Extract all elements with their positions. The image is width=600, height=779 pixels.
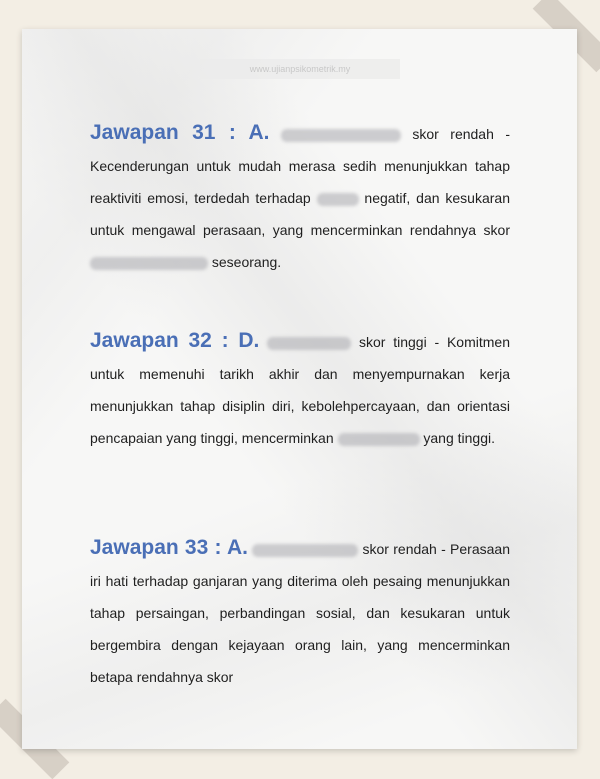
answer-text: skor rendah - Kecenderungan untuk mudah merasa sedih menunjukkan tahap reaktiviti emosi, terdedah terhadap	[90, 126, 510, 206]
answer-text: negatif, dan kesukaran untuk mengawal perasaan, yang mencerminkan rendahnya skor	[90, 190, 510, 238]
redacted-text	[267, 337, 351, 350]
answer-text: skor rendah - Perasaan iri hati terhadap ganjaran yang diterima oleh pesaing menunjukkan tahap persaingan, perbandingan sosial, dan kesukaran untuk bergembira dengan kejayaan orang lain, yang mencerminkan betapa rendahnya skor	[90, 541, 510, 685]
paper-sheet	[22, 29, 577, 749]
answer-33	[90, 532, 510, 693]
redacted-text	[338, 433, 420, 446]
answer-32	[90, 325, 510, 454]
answer-text: yang tinggi.	[419, 430, 495, 446]
redacted-text	[252, 544, 358, 557]
answer-heading: Jawapan 31 : A.	[90, 121, 270, 144]
redacted-text	[90, 257, 208, 270]
answer-31	[90, 117, 510, 278]
answer-heading: Jawapan 32 : D.	[90, 329, 260, 352]
answer-heading: Jawapan 33 : A.	[90, 536, 248, 559]
watermark: www.ujianpsikometrik.my	[200, 59, 400, 79]
answer-text: skor tinggi - Komitmen untuk memenuhi tarikh akhir dan menyempurnakan kerja menunjukkan tahap disiplin diri, kebolehpercayaan, dan orientasi pencapaian yang tinggi, mencerminkan	[90, 334, 510, 446]
redacted-text	[281, 129, 401, 142]
redacted-text	[317, 193, 359, 206]
answer-text: seseorang.	[208, 254, 282, 270]
